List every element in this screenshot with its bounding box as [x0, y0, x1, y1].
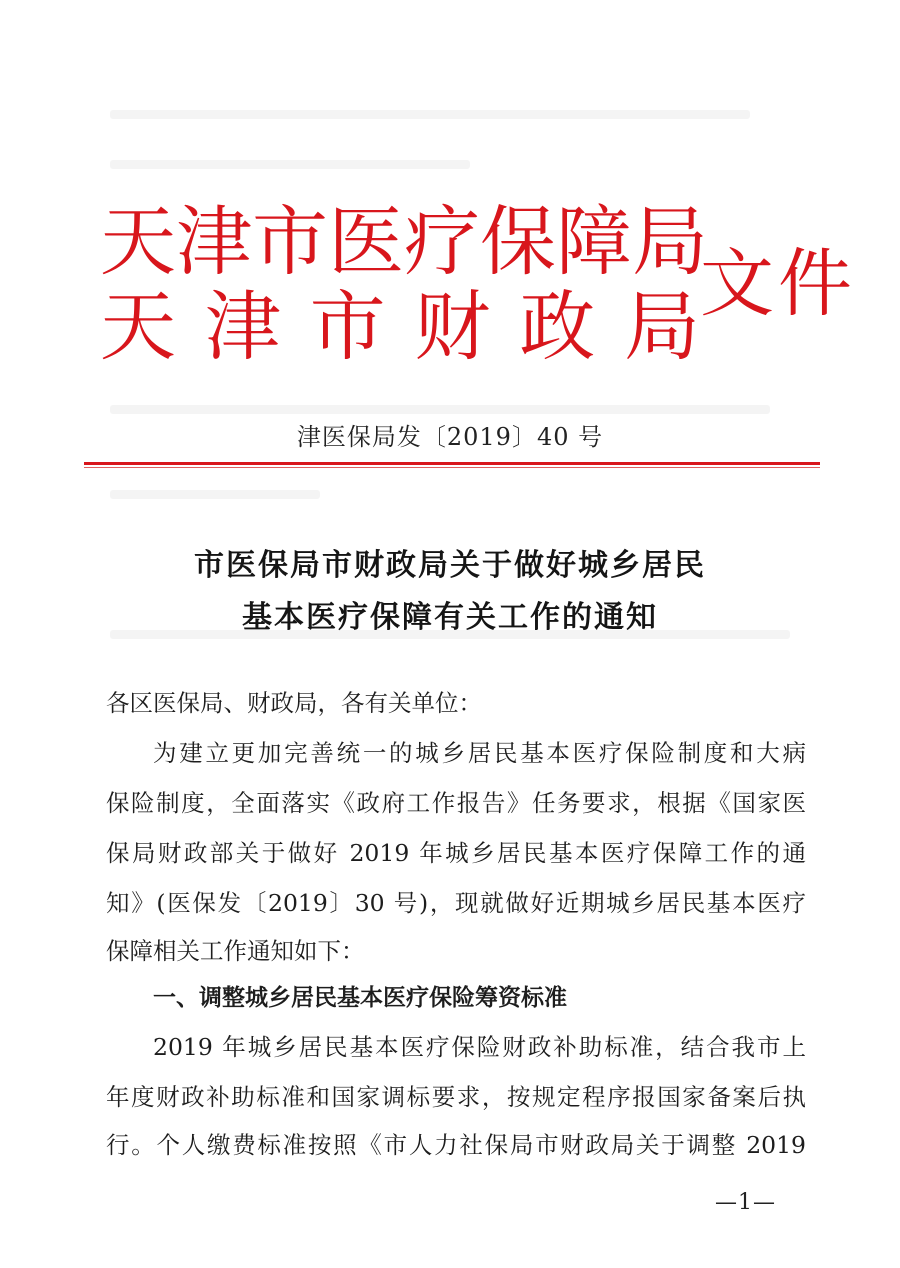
issuer-name-medical-security-bureau: [100, 197, 708, 286]
issuer-char: 天: [100, 282, 176, 371]
bleed-through-mark: [110, 160, 470, 169]
paragraph-line: 保险制度，全面落实《政府工作报告》任务要求，根据《国家医: [106, 789, 806, 817]
bleed-through-mark: [110, 405, 770, 414]
paragraph-line: 知》(医保发〔2019〕30 号)，现就做好近期城乡居民基本医疗: [106, 889, 806, 917]
paragraph-line: 为建立更加完善统一的城乡居民基本医疗保险制度和大病: [153, 739, 806, 767]
section-heading: 一、调整城乡居民基本医疗保险筹资标准: [153, 985, 567, 1011]
paragraph-line: 保障相关工作通知如下：: [106, 937, 365, 965]
document-type-label: 文件: [700, 241, 856, 327]
issuer-char: 津: [204, 282, 281, 371]
issuer-name-finance-bureau: [100, 283, 700, 371]
paragraph-line: 保局财政部关于做好 2019 年城乡居民基本医疗保障工作的通: [106, 839, 806, 867]
document-title-line-2: 基本医疗保障有关工作的通知: [242, 600, 658, 635]
page-number: —1—: [715, 1190, 776, 1215]
issuer-char: 天: [100, 197, 176, 286]
header-red-rule: [84, 462, 820, 465]
issuer-char: 医: [328, 197, 404, 286]
document-number: 津医保局发〔2019〕40 号: [296, 423, 604, 451]
issuer-char: 局: [632, 197, 708, 286]
issuer-char: 障: [556, 197, 632, 286]
paragraph-line: 行。个人缴费标准按照《市人力社保局市财政局关于调整 2019: [106, 1131, 806, 1159]
addressee: 各区医保局、财政局，各有关单位：: [106, 689, 482, 717]
issuer-char: 市: [252, 197, 328, 286]
issuer-char: 保: [480, 197, 556, 286]
issuer-char: 财: [414, 282, 491, 371]
document-title-line-1: 市医保局市财政局关于做好城乡居民: [194, 548, 706, 583]
issuer-char: 局: [623, 282, 700, 371]
issuer-char: 疗: [404, 197, 480, 286]
issuer-char: 市: [309, 282, 386, 371]
header-red-rule-thin: [84, 467, 820, 468]
paragraph-line: 2019 年城乡居民基本医疗保险财政补助标准，结合我市上: [153, 1033, 806, 1061]
issuer-char: 政: [519, 282, 596, 371]
bleed-through-mark: [110, 490, 320, 499]
paragraph-line: 年度财政补助标准和国家调标要求，按规定程序报国家备案后执: [106, 1083, 806, 1111]
bleed-through-mark: [110, 110, 750, 119]
issuer-char: 津: [176, 197, 252, 286]
